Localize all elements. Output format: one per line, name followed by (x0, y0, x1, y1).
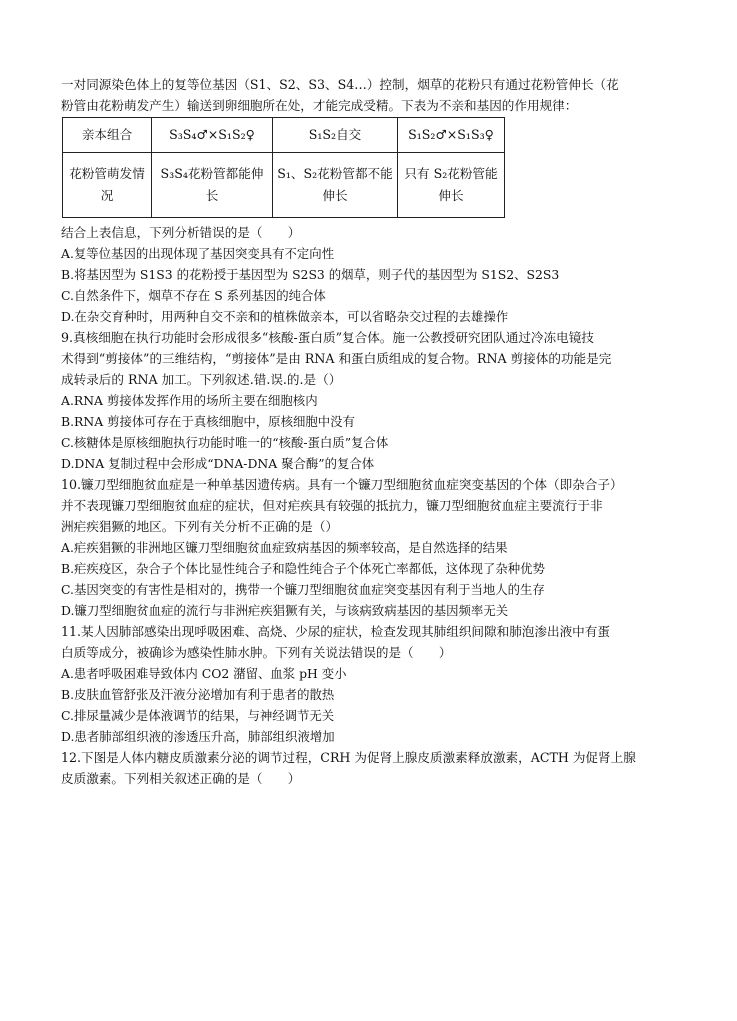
q10-option-a: A.疟疾猖獗的非洲地区镰刀型细胞贫血症致病基因的频率较高，是自然选择的结果 (61, 540, 508, 555)
q11-stem-line-1: 11.某人因肺部感染出现呼吸困难、高烧、少尿的症状，检查发现其肺组织间隙和肺泡渗出液中有蛋 (61, 624, 610, 639)
q11-option-d: D.患者肺部组织液的渗透压升高，肺部组织液增加 (61, 729, 335, 744)
q9-option-a: A.RNA 剪接体发挥作用的场所主要在细胞核内 (61, 393, 318, 408)
table-cell: 只有 S₂花粉管能伸长 (398, 153, 505, 218)
table-cell: 花粉管萌发情况 (63, 153, 152, 218)
q12-stem-line-2: 皮质激素。下列相关叙述正确的是（ ） (61, 771, 301, 786)
exam-page (61, 74, 679, 789)
intro-line-1: 一对同源染色体上的复等位基因（S1、S2、S3、S4…）控制，烟草的花粉只有通过花粉管伸长（花 (61, 77, 619, 92)
q10-stem-line-1: 10.镰刀型细胞贫血症是一种单基因遗传病。具有一个镰刀型细胞贫血症突变基因的个体（即杂合子） (61, 477, 623, 492)
q9-option-b: B.RNA 剪接体可存在于真核细胞中，原核细胞中没有 (61, 414, 355, 429)
q8-option-c: C.自然条件下，烟草不存在 S 系列基因的纯合体 (61, 288, 326, 303)
q10-option-c: C.基因突变的有害性是相对的，携带一个镰刀型细胞贫血症突变基因有利于当地人的生存 (61, 582, 545, 597)
q8-option-a: A.复等位基因的出现体现了基因突变具有不定向性 (61, 246, 335, 261)
q11-option-a: A.患者呼吸困难导致体内 CO2 潴留、血浆 pH 变小 (61, 666, 347, 681)
table-cell: S₁、S₂花粉管都不能伸长 (273, 153, 398, 218)
table-row (63, 153, 505, 218)
table-cell: 亲本组合 (63, 118, 152, 153)
table-cell: S₃S₄花粉管都能伸长 (152, 153, 273, 218)
q9-stem-line-3: 成转录后的 RNA 加工。下列叙述.错.误.的.是（） (61, 372, 342, 387)
q11-option-b: B.皮肤血管舒张及汗液分泌增加有利于患者的散热 (61, 687, 335, 702)
q12-stem-line-1: 12.下图是人体内糖皮质激素分泌的调节过程，CRH 为促肾上腺皮质激素释放激素，ACTH 为促肾上腺 (61, 750, 636, 765)
q9-stem-line-1: 9.真核细胞在执行功能时会形成很多“核酸-蛋白质”复合体。施一公教授研究团队通过冷冻电镜技 (61, 330, 594, 345)
table-header-row (63, 118, 505, 153)
q11-option-c: C.排尿量减少是体液调节的结果，与神经调节无关 (61, 708, 335, 723)
q8-option-d: D.在杂交育种时，用两种自交不亲和的植株做亲本，可以省略杂交过程的去雄操作 (61, 309, 509, 324)
q9-option-d: D.DNA 复制过程中会形成“DNA-DNA 聚合酶”的复合体 (61, 456, 375, 471)
table-cell: S₁S₂自交 (273, 118, 398, 153)
q11-stem-line-2: 白质等成分，被确诊为感染性肺水肿。下列有关说法错误的是（ ） (61, 645, 452, 660)
table-cell: S₃S₄♂×S₁S₂♀ (152, 118, 273, 153)
intro-line-2: 粉管由花粉萌发产生）输送到卵细胞所在处，才能完成受精。下表为不亲和基因的作用规律： (61, 98, 578, 113)
q10-stem-line-3: 洲疟疾猖獗的地区。下列有关分析不正确的是（） (61, 519, 339, 534)
q9-option-c: C.核糖体是原核细胞执行功能时唯一的“核酸-蛋白质”复合体 (61, 435, 389, 450)
table-cell: S₁S₂♂×S₁S₃♀ (398, 118, 505, 153)
q8-stem: 结合上表信息，下列分析错误的是（ ） (61, 225, 301, 240)
q9-stem-line-2: 术得到“剪接体”的三维结构，“剪接体”是由 RNA 和蛋白质组成的复合物。RNA 剪接体的功能是完 (61, 351, 612, 366)
q8-option-b: B.将基因型为 S1S3 的花粉授于基因型为 S2S3 的烟草，则子代的基因型为 S1S2、S2S3 (61, 267, 560, 282)
q10-option-b: B.疟疾疫区，杂合子个体比显性纯合子和隐性纯合子个体死亡率都低，这体现了杂种优势 (61, 561, 545, 576)
q10-stem-line-2: 并不表现镰刀型细胞贫血症的症状，但对疟疾具有较强的抵抗力，镰刀型细胞贫血症主要流行于非 (61, 498, 603, 513)
gene-rule-table (62, 117, 505, 218)
q10-option-d: D.镰刀型细胞贫血症的流行与非洲疟疾猖獗有关，与该病致病基因的基因频率无关 (61, 603, 509, 618)
